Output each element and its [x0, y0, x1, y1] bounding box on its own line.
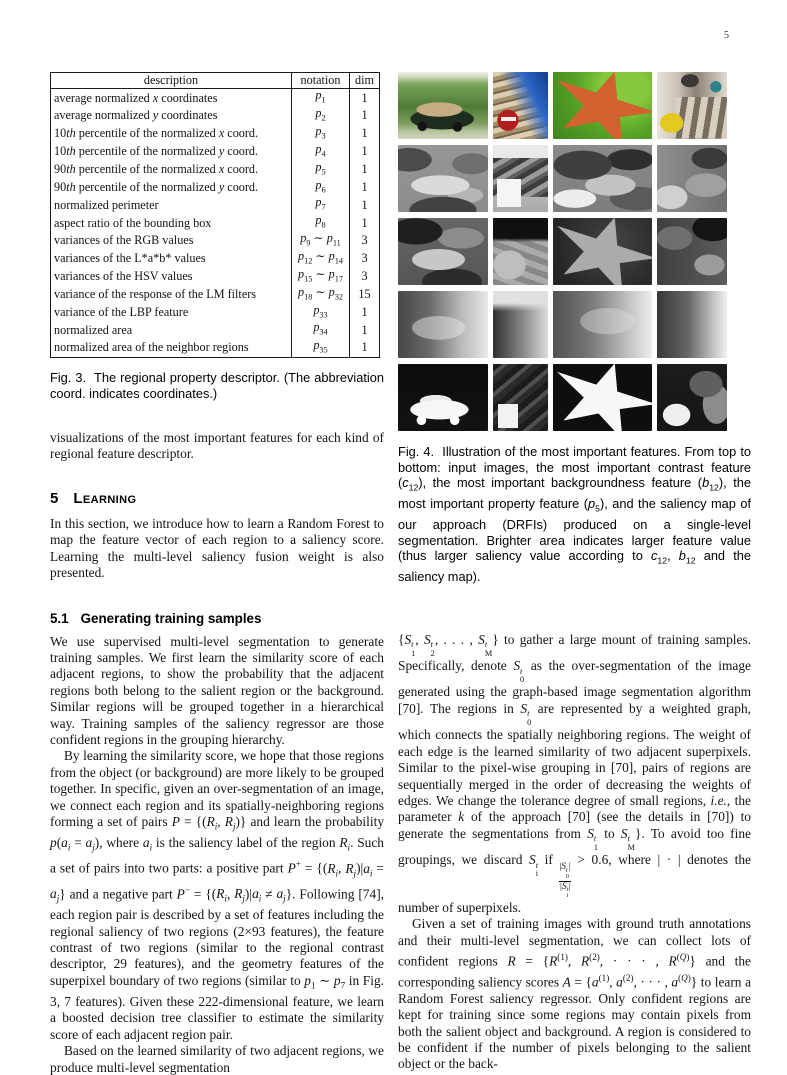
table-row	[51, 107, 380, 125]
cell-description: variances of the L*a*b* values	[54, 251, 206, 266]
property-map-alley-image	[657, 291, 727, 358]
paragraph-section5-intro: In this section, we introduce how to learn a Random Forest to map the feature vector of each region to a saliency score. Learning the multi-level saliency fusion weight is also presented.	[50, 515, 384, 581]
table-row	[51, 125, 380, 143]
contrast-map-alley-image	[657, 145, 727, 212]
fig3-table	[50, 72, 380, 358]
cell-notation: $p_{33}$	[292, 304, 350, 322]
table-row	[51, 304, 380, 322]
cell-dim: 1	[350, 339, 380, 357]
cell-notation: $p_8$	[292, 214, 350, 232]
fig3-column-header: description	[51, 73, 292, 89]
paragraph-confident-regions: Given a set of training images with ground truth annotations and their multi-level segmentation, we can collect lots of confident regions $R = \{R^{(1)}$, $R^{(2)}$, · · · , $R^{(Q)}$} and the corresponding saliency scores $A = \{a^{(1)}$, $a^{(2)}$, · · · , $a^{(Q)}$} to learn a Random Forest saliency regressor. Only confident regions are kept for training since some regions may contain pixels from both the salient object and background. A region is considered to be confident if the number of pixels belonging to the salient object or the back-	[398, 916, 752, 1072]
input-photo-alley-chair-image	[657, 72, 727, 139]
fig3-column-header: notation	[292, 73, 350, 89]
cell-dim: 1	[350, 214, 380, 232]
cell-dim: 15	[350, 286, 380, 304]
cell-notation: $p_2$	[292, 107, 350, 125]
table-row	[51, 268, 380, 286]
table-row	[51, 339, 380, 357]
cell-description: aspect ratio of the bounding box	[54, 215, 212, 230]
table-row	[51, 232, 380, 250]
paragraph-visualizations: visualizations of the most important features for each kind of regional feature descriptor.	[50, 430, 384, 462]
subsection-number: 5.1	[50, 610, 69, 626]
cell-notation: $p_7$	[292, 196, 350, 214]
cell-description: 10th percentile of the normalized x coord.	[54, 126, 259, 141]
cell-dim: 1	[350, 125, 380, 143]
fig3-caption: Fig. 3. The regional property descriptor. (The abbreviation coord. indicates coordinates.)	[50, 370, 384, 401]
property-map-starfish-image	[553, 291, 652, 358]
cell-description: average normalized y coordinates	[54, 108, 218, 123]
cell-description: normalized perimeter	[54, 197, 159, 212]
fig4-grid	[398, 72, 751, 431]
table-row	[51, 89, 380, 107]
section-5-1-heading	[50, 611, 384, 626]
input-photo-jeep-image	[398, 72, 488, 139]
cell-notation: $p_{34}$	[292, 321, 350, 339]
paragraph-generating-1: We use supervised multi-level segmentation to generate training samples. We first learn the similarity score of each adjacent regions, to show the probability that the adjacent regions both belong to the salient region or the background. Similar regions will be grouped together in a hierarchical way. Training samples of the saliency regressor are those confident regions in the grouping hierarchy.	[50, 633, 384, 747]
contrast-map-starfish-image	[553, 145, 652, 212]
cell-dim: 1	[350, 304, 380, 322]
fig3-table-head-row	[51, 73, 380, 89]
cell-dim: 1	[350, 161, 380, 179]
backgroundness-map-jeep-image	[398, 218, 488, 285]
cell-description: normalized area	[54, 322, 133, 337]
cell-notation: $p_9$ ∼ $p_{11}$	[292, 232, 350, 250]
cell-description: 90th percentile of the normalized y coord.	[54, 179, 259, 194]
table-row	[51, 250, 380, 268]
left-column	[50, 72, 384, 1075]
table-row	[51, 321, 380, 339]
cell-dim: 3	[350, 250, 380, 268]
saliency-map-jeep-image	[398, 364, 488, 431]
backgroundness-map-alley-image	[657, 218, 727, 285]
paragraph-generating-2: By learning the similarity score, we hope that those regions from the object (or background) are more likely to be grouped together. In specific, given an over-segmentation of an image, we connect each region and its spatially-neighboring regions forming a set of pairs $P = \{(R_i$, $R_j$)} and learn the probability $p(a_i = a_j)$, where $a_i$ is the saliency label of the region $R_i$. Such a set of pairs into two parts: a positive part $P^+ = \{(R_i$, $R_j)|a_i = a_j$} and a negative part $P^- = \{(R_i$, $R_j)|a_i \ne a_j$}. Following [74], each region pair is described by a set of features including the regional saliency of two regions (2×93 features), the feature contrast of two regions (similar to the regional contrast descriptor, 29 features), and the geometry features of the superpixel boundary of two regions (similar to $p_1$ ∼ $p_7$ in Fig. 3, 7 features). Given these 222-dimensional feature, we learn a boosted decision tree classifier to estimate the similarity score of each adjacent region pair.	[50, 748, 385, 1042]
cell-dim: 1	[350, 143, 380, 161]
cell-notation: $p_3$	[292, 125, 350, 143]
fig3-column-header: dim	[350, 73, 380, 89]
paragraph-generating-3: Based on the learned similarity of two adjacent regions, we produce multi-level segmentation	[50, 1043, 384, 1075]
section-5-heading	[50, 490, 384, 507]
cell-dim: 3	[350, 268, 380, 286]
cell-description: 10th percentile of the normalized y coord.	[54, 144, 259, 159]
cell-description: normalized area of the neighbor regions	[54, 340, 249, 355]
cell-notation: $p_{18}$ ∼ $p_{32}$	[292, 286, 350, 304]
cell-notation: $p_5$	[292, 161, 350, 179]
cell-dim: 1	[350, 179, 380, 197]
cell-notation: $p_{35}$	[292, 339, 350, 357]
cell-dim: 3	[350, 232, 380, 250]
table-row	[51, 179, 380, 197]
cell-notation: $p_6$	[292, 179, 350, 197]
contrast-map-jeep-image	[398, 145, 488, 212]
cell-dim: 1	[350, 89, 380, 107]
cell-description: variances of the HSV values	[54, 269, 193, 284]
cell-dim: 1	[350, 321, 380, 339]
cell-description: average normalized x coordinates	[54, 90, 218, 105]
input-photo-museum-sign-image	[493, 72, 548, 139]
cell-description: variance of the response of the LM filters	[54, 286, 257, 301]
table-row	[51, 286, 380, 304]
fig3-table-body	[51, 89, 380, 358]
property-map-jeep-image	[398, 291, 488, 358]
table-row	[51, 214, 380, 232]
cell-description: variances of the RGB values	[54, 233, 194, 248]
subsection-title: Generating training samples	[80, 610, 262, 626]
table-row	[51, 196, 380, 214]
saliency-map-museum-image	[493, 364, 548, 431]
property-map-museum-image	[493, 291, 548, 358]
contrast-map-museum-image	[493, 145, 548, 212]
cell-notation: $p_{15}$ ∼ $p_{17}$	[292, 268, 350, 286]
table-row	[51, 143, 380, 161]
cell-notation: $p_1$	[292, 89, 350, 107]
backgroundness-map-museum-image	[493, 218, 548, 285]
right-column	[398, 72, 751, 1073]
backgroundness-map-starfish-image	[553, 218, 652, 285]
table-row	[51, 161, 380, 179]
fig4-caption: Fig. 4. Illustration of the most important features. From top to bottom: input images, the most important contrast feature $(c_{12})$, the most important backgroundness feature $(b_{12})$, the most important property feature $(p_5)$, and the saliency map of our approach (DRFIs) produced on a single-level segmentation. Brighter area indicates larger feature value (thus larger saliency value according to $c_{12}$, $b_{12}$ and the saliency map).	[398, 444, 751, 585]
cell-notation: $p_{12}$ ∼ $p_{14}$	[292, 250, 350, 268]
saliency-map-starfish-image	[553, 364, 652, 431]
section-number: 5	[50, 489, 59, 507]
input-photo-starfish-image	[553, 72, 652, 139]
section-title: Learning	[73, 489, 137, 507]
page-number: 5	[724, 30, 729, 41]
cell-description: 90th percentile of the normalized x coord.	[54, 162, 259, 176]
cell-description: variance of the LBP feature	[54, 304, 189, 319]
paragraph-training-samples: {S t 1 , S t 2 , . . . , S t M } to gather a large mount of training samples. Specifically, denote S t 0 as the over-segmentation of the image generated using the graph-based image segmentation algorithm [70]. The regions in S t 0 are represented by a weighted graph, which connects the spatially neighboring regions. The weight of each edge is the learned similarity of two adjacent superpixels. Similar to the pixel-wise grouping in [70], pairs of regions are sequentially merged in the order of decreasing the weights of edges. We change the tolerance degree of small regions, i.e., the parameter k of the approach [70] (see the details in [70]) to generate the segmentations from S t 1 to S t M }. To avoid too fine groupings, we discard S t i if |S t 0 | |S t i | > 0.6, where | · | denotes the number of superpixels.	[398, 631, 752, 915]
cell-notation: $p_4$	[292, 143, 350, 161]
cell-dim: 1	[350, 107, 380, 125]
saliency-map-alley-image	[657, 364, 727, 431]
cell-dim: 1	[350, 196, 380, 214]
